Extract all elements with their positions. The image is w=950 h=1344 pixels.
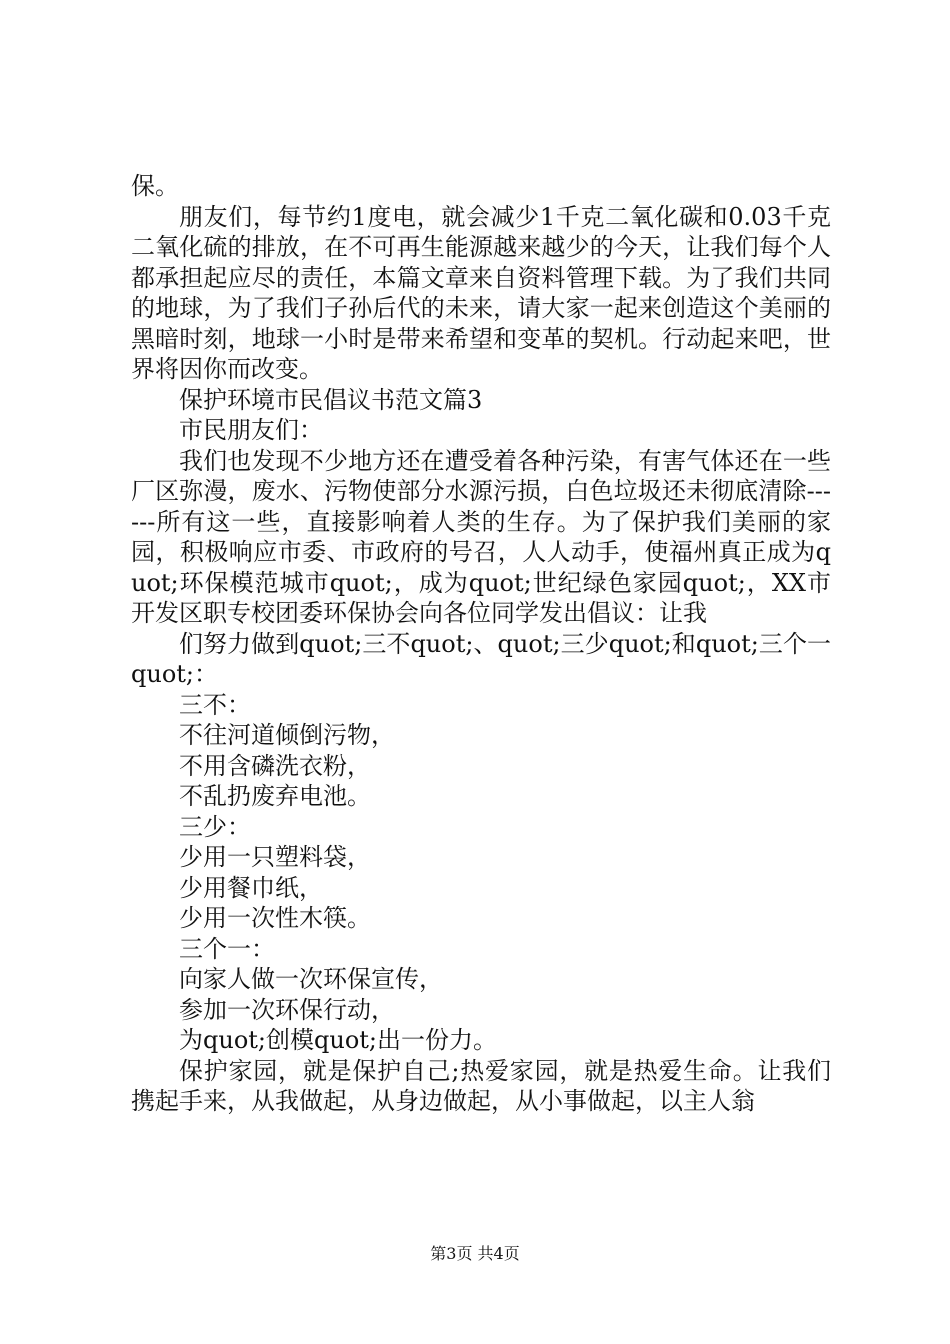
page-footer: 第3页 共4页 <box>430 1244 520 1263</box>
list-item: 少用一次性木筷。 <box>179 904 371 932</box>
list-item: 少用一只塑料袋， <box>179 843 371 871</box>
list-item: 少用餐巾纸， <box>179 873 323 902</box>
list-item: 不乱扔废弃电池。 <box>179 782 371 810</box>
paragraph: 保。 <box>131 172 179 200</box>
list-heading: 三少： <box>179 812 251 841</box>
list-item: 不用含磷洗衣粉， <box>179 751 371 780</box>
paragraph: 们努力做到quot;三不quot;、quot;三少quot;和quot;三个一quot;： <box>131 629 831 688</box>
document-body <box>131 171 831 1117</box>
list-item: 参加一次环保行动， <box>179 995 395 1024</box>
paragraph: 我们也发现不少地方还在遭受着各种污染，有害气体还在一些厂区弥漫，废水、污物使部分水源污损，白色垃圾还未彻底清除------所有这一些，直接影响着人类的生存。为了保护我们美丽的家园，积极响应市委、市政府的号召，人人动手，使福州真正成为quot;环保模范城市quot;，成为quot;世纪绿色家园quot;，XX市开发区职专校团委环保协会向各位同学发出倡议：让我 <box>131 446 831 627</box>
paragraph: 朋友们，每节约1度电，就会减少1千克二氧化碳和0.03千克二氧化硫的排放，在不可再生能源越来越少的今天，让我们每个人都承担起应尽的责任，本篇文章来自资料管理下载。为了我们共同的地球，为了我们子孙后代的未来，请大家一起来创造这个美丽的黑暗时刻，地球一小时是带来希望和变革的契机。行动起来吧，世界将因你而改变。 <box>131 202 831 383</box>
list-item: 不往河道倾倒污物， <box>179 721 395 749</box>
paragraph: 保护家园，就是保护自己;热爱家园，就是热爱生命。让我们携起手来，从我做起，从身边做起，从小事做起，以主人翁 <box>131 1056 831 1115</box>
list-heading: 三不： <box>179 690 251 719</box>
section-heading: 保护环境市民倡议书范文篇3 <box>179 385 483 414</box>
list-item: 向家人做一次环保宣传， <box>179 965 443 993</box>
salutation: 市民朋友们： <box>179 416 323 444</box>
list-heading: 三个一： <box>179 934 275 963</box>
list-item: 为quot;创模quot;出一份力。 <box>179 1026 497 1054</box>
